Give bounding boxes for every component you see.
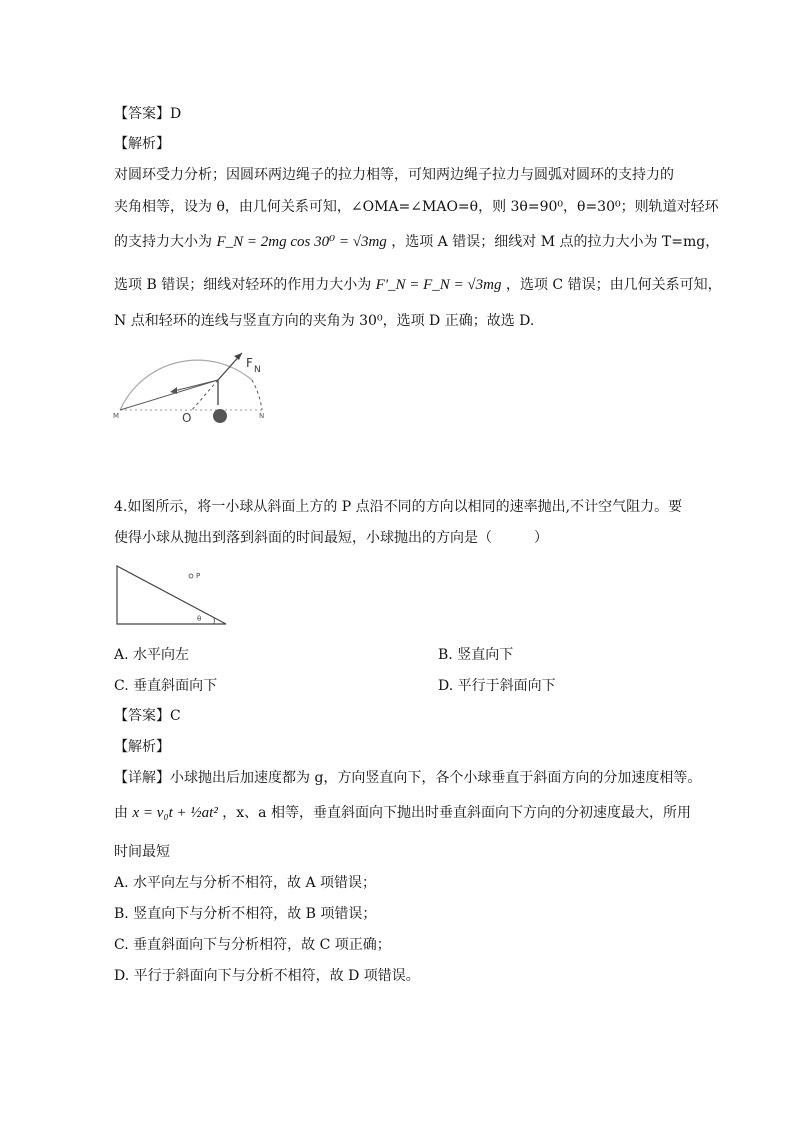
q3-line3-pre: 的支持力大小为 [114,234,212,250]
q3-analysis-title: 【解析】 [114,136,170,152]
q4-detail-line-3: 时间最短 [114,844,170,860]
q4-detail2-post: ，x、a 相等，垂直斜面向下抛出时垂直斜面向下方向的分初速度最大，所用 [222,805,691,821]
q4-answer: 【答案】C [114,708,181,724]
q3-ring-force-diagram [112,345,272,430]
q4-detail-line-2 [114,803,691,823]
q3-analysis-line-5: N 点和轻环的连线与竖直方向的夹角为 30⁰，选项 D 正确；故选 D. [114,313,535,329]
q3-line4-post: ，选项 C 错误；由几何关系可知， [505,277,722,293]
point-m-label: M [113,412,120,420]
q4-stem-line-2: 使得小球从抛出到落到斜面的时间最短，小球抛出的方向是（ ） [114,530,548,546]
q3-answer: 【答案】D [114,106,182,122]
point-p-label: P [196,572,201,580]
q3-line3-post: ，选项 A 错误；细线对 M 点的拉力大小为 T=mg， [391,234,720,250]
fn-subscript: N [254,365,261,375]
q4-option-a: A. 水平向左 [114,647,190,663]
q4-explain-c: C. 垂直斜面向下与分析相符，故 C 项正确； [114,937,391,953]
q4-detail2-pre: 由 [114,805,128,821]
q3-analysis-line-3 [114,232,719,252]
point-o-label: O [182,411,192,425]
q4-stem-line-1: 4.如图所示，将一小球从斜面上方的 P 点沿不同的方向以相同的速率抛出,不计空气阻力。要 [114,499,683,515]
q3-analysis-line-2: 夹角相等，设为 θ，由几何关系可知，∠OMA=∠MAO=θ，则 3θ=90⁰，θ=30⁰；则轨道对轻环 [114,199,719,215]
q4-explain-d: D. 平行于斜面向下与分析不相符，故 D 项错误。 [114,968,420,984]
angle-theta-label: θ [197,615,202,623]
q4-analysis-title: 【解析】 [114,739,170,755]
q4-option-d: D. 平行于斜面向下 [438,678,556,694]
q4-incline-diagram [116,565,228,627]
q4-option-b: B. 竖直向下 [438,647,514,663]
q4-option-c: C. 垂直斜面向下 [114,678,218,694]
q3-analysis-line-1: 对圆环受力分析；因圆环两边绳子的拉力相等，可知两边绳子拉力与圆弧对圆环的支持力的 [114,167,674,183]
q3-ring-force-formula: F'_N = F_N = √3mg [375,277,502,293]
q3-analysis-line-4 [114,275,722,295]
q4-displacement-formula: x = v₀t + ½at² [132,805,218,821]
q3-support-force-formula: F_N = 2mg cos 30⁰ = √3mg [216,234,387,250]
q3-line4-pre: 选项 B 错误；细线对轻环的作用力大小为 [114,277,372,293]
point-n-label: N [259,412,265,420]
fn-label: F [246,356,253,370]
q4-explain-b: B. 竖直向下与分析不相符，故 B 项错误； [114,906,377,922]
q4-detail-line-1: 【详解】小球抛出后加速度都为 g，方向竖直向下，各个小球垂直于斜面方向的分加速度相等。 [114,770,702,786]
q4-explain-a: A. 水平向左与分析不相符，故 A 项错误； [114,875,377,891]
